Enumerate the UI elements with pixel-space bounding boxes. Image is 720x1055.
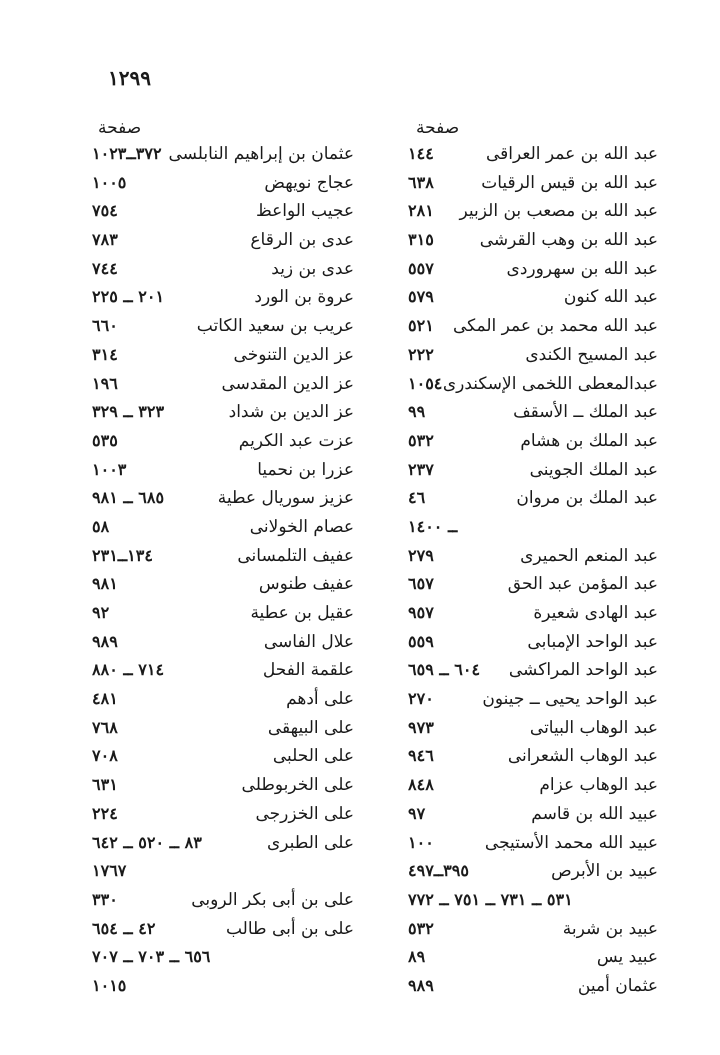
entry-name: على أدهم: [286, 689, 354, 710]
right-column-header: صفحة: [416, 118, 460, 138]
entry-name: عفيف التلمسانى: [237, 545, 354, 566]
right-index-column: [408, 140, 658, 1001]
entry-pages: ٩٨٩: [408, 975, 434, 995]
index-entry: [408, 140, 658, 169]
index-entry: [92, 886, 354, 915]
entry-pages: ٦٠٤ ــ ٦٥٩: [408, 660, 481, 680]
entry-name: عبيد الله بن قاسم: [531, 803, 658, 824]
entry-pages: ١٠٠٥: [92, 172, 127, 192]
entry-pages: ١٠١٥: [92, 975, 127, 995]
entry-name: على البيهقى: [267, 717, 354, 738]
entry-pages: ٢٧٩: [408, 545, 434, 565]
entry-pages: ٤٢ ــ ٦٥٤: [92, 918, 156, 938]
entry-pages: ١٩٦: [92, 373, 118, 393]
index-entry: [92, 513, 354, 542]
entry-name: عبد الملك بن مروان: [516, 488, 658, 509]
index-entry: [408, 427, 658, 456]
entry-pages: ٥٨: [92, 516, 110, 536]
index-entry: [408, 628, 658, 657]
entry-pages: ١٠٠: [408, 832, 434, 852]
index-entry: [92, 197, 354, 226]
index-entry: [92, 771, 354, 800]
entry-pages: ٩٥٧: [408, 603, 434, 622]
index-entry: [92, 943, 354, 972]
index-entry: [92, 628, 354, 657]
index-entry: [92, 169, 354, 198]
entry-pages: ٦٥٧: [408, 574, 434, 594]
left-index-column: [92, 140, 354, 1001]
index-entry: [92, 685, 354, 714]
left-column-header: صفحة: [98, 118, 142, 138]
entry-name: عريب بن سعيد الكاتب: [196, 316, 354, 337]
entry-pages: ٣٢٣ ــ ٣٢٩: [92, 402, 165, 422]
entry-name: عبيد بن شربة: [562, 918, 658, 939]
index-entry: [408, 484, 658, 513]
entry-pages: ٢٢٢: [408, 344, 434, 364]
entry-name: على الحلبى: [272, 746, 354, 767]
entry-name: عروة بن الورد: [254, 287, 354, 308]
entry-pages: ٣١٥: [408, 230, 434, 250]
entry-pages: ٥٧٩: [408, 287, 434, 307]
entry-pages: ٤٨١: [92, 689, 118, 709]
index-entry: [92, 398, 354, 427]
entry-pages: ٥٣٢: [408, 918, 434, 938]
index-entry: [92, 570, 354, 599]
entry-pages: ــ ١٤٠٠: [408, 516, 458, 536]
index-entry: [92, 915, 354, 944]
entry-name: عبد الوهاب الشعرانى: [507, 746, 658, 767]
entry-pages: ٨٣ ــ ٥٢٠ ــ ٦٤٢: [92, 832, 202, 852]
index-entry: [408, 972, 658, 1001]
index-entry: [408, 800, 658, 829]
index-entry: [408, 599, 658, 628]
index-entry: [92, 341, 354, 370]
entry-pages: ٣٣٠: [92, 889, 118, 909]
index-entry: [408, 513, 658, 542]
index-entry: [92, 742, 354, 771]
entry-pages: ٥٢١: [408, 316, 434, 336]
index-entry: [408, 886, 658, 915]
index-entry: [92, 312, 354, 341]
entry-name: عبد الله بن قيس الرقيات: [481, 172, 658, 193]
index-entry: [408, 226, 658, 255]
index-entry: [92, 857, 354, 886]
entry-name: على الخربوطلى: [241, 775, 354, 796]
entry-pages: ٥٥٧: [408, 258, 434, 278]
index-entry: [92, 370, 354, 399]
entry-pages: ٤٦: [408, 488, 426, 508]
entry-name: عز الدين التنوخى: [233, 344, 354, 365]
entry-name: عز الدين المقدسى: [221, 373, 354, 394]
index-entry: [92, 427, 354, 456]
index-entry: [92, 656, 354, 685]
entry-name: عبد الله بن سهروردى: [506, 258, 658, 279]
entry-name: عبد الهادى شعيرة: [533, 603, 658, 623]
entry-name: عبد الوهاب البياتى: [529, 717, 658, 738]
entry-pages: ١٣٤ــ٢٣١: [92, 545, 153, 565]
entry-name: على بن أبى طالب: [225, 918, 354, 939]
entry-pages: ٦٨٥ ــ ٩٨١: [92, 488, 165, 508]
entry-pages: ٨٩: [408, 947, 426, 967]
entry-name: عبد الوهاب عزام: [539, 775, 658, 796]
entry-pages: ٢٨١: [408, 201, 434, 221]
index-entry: [408, 283, 658, 312]
entry-name: علقمة الفحل: [262, 660, 354, 681]
entry-name: عبد المنعم الحميرى: [520, 545, 658, 566]
entry-pages: ٣٧٢ــ١٠٢٣: [92, 144, 162, 163]
entry-pages: ٢٣٧: [408, 459, 434, 479]
entry-name: عبد الواحد المراكشى: [508, 660, 658, 681]
entry-name: عبد الواحد يحيى ــ جينون: [482, 689, 658, 710]
entry-name: عبد الملك بن هشام: [520, 430, 658, 451]
entry-name: عزيز سوريال عطية: [217, 488, 354, 509]
entry-name: عبد المؤمن عبد الحق: [507, 574, 658, 595]
entry-name: عفيف طنوس: [258, 574, 354, 595]
entry-pages: ٧٥٤: [92, 201, 118, 221]
entry-pages: ٨٤٨: [408, 775, 434, 795]
index-entry: [92, 484, 354, 513]
entry-pages: ٥٣٥: [92, 430, 118, 450]
entry-pages: ٢٢٤: [92, 803, 118, 823]
index-entry: [92, 599, 354, 628]
entry-name: على الطبرى: [266, 832, 354, 853]
index-entry: [408, 255, 658, 284]
index-entry: [92, 140, 354, 169]
entry-name: عبد الله بن عمر العراقى: [486, 144, 658, 164]
index-entry: [408, 915, 658, 944]
entry-pages: ١٤٤: [408, 144, 434, 163]
index-entry: [92, 829, 354, 858]
index-entry: [92, 542, 354, 571]
entry-name: عزرا بن نحميا: [257, 459, 354, 480]
index-entry: [92, 255, 354, 284]
entry-name: على بن أبى بكر الروبى: [191, 889, 354, 910]
entry-pages: ١٧٦٧: [92, 861, 127, 881]
entry-pages: ٩٤٦: [408, 746, 434, 766]
entry-pages: ٩٧٣: [408, 717, 434, 737]
entry-pages: ١٠٥٤: [408, 373, 443, 393]
entry-name: عجاج نويهض: [264, 172, 354, 193]
index-entry: [408, 341, 658, 370]
index-entry: [408, 398, 658, 427]
entry-pages: ٩٨٩: [92, 631, 118, 651]
entry-pages: ٢٠١ ــ ٢٢٥: [92, 287, 165, 307]
entry-name: عقيل بن عطية: [250, 603, 354, 623]
index-entry: [92, 972, 354, 1001]
entry-name: عبد الله بن مصعب بن الزبير: [459, 201, 658, 222]
entry-pages: ٩٩: [408, 402, 426, 422]
entry-name: عبد الملك ــ الأسقف: [513, 402, 658, 423]
entry-name: عبد المسيح الكندى: [525, 344, 658, 365]
entry-name: عدى بن زيد: [271, 258, 354, 279]
entry-name: عزت عبد الكريم: [238, 430, 354, 451]
index-entry: [408, 857, 658, 886]
index-entry: [408, 685, 658, 714]
index-entry: [408, 656, 658, 685]
entry-name: علال الفاسى: [263, 631, 354, 652]
index-entry: [408, 370, 658, 399]
index-entry: [92, 456, 354, 485]
index-entry: [408, 456, 658, 485]
entry-pages: ٩٨١: [92, 574, 118, 594]
entry-name: عثمان بن إبراهيم النابلسى: [168, 144, 354, 164]
entry-pages: ٩٧: [408, 803, 426, 823]
page-number: ١٢٩٩: [108, 66, 151, 90]
index-entry: [408, 570, 658, 599]
index-entry: [408, 943, 658, 972]
entry-pages: ٣٩٥ــ٤٩٧: [408, 861, 469, 881]
entry-pages: ٦٣٨: [408, 172, 434, 192]
entry-name: عبد الواحد الإمبابى: [527, 631, 658, 652]
entry-name: عدى بن الرقاع: [250, 230, 354, 251]
entry-pages: ٥٣١ ــ ٧٣١ ــ ٧٥١ ــ ٧٧٢: [408, 889, 573, 909]
entry-pages: ٥٥٩: [408, 631, 434, 651]
entry-name: عز الدين بن شداد: [228, 402, 354, 423]
entry-name: عبد الله بن وهب القرشى: [479, 230, 658, 251]
entry-pages: ٣١٤: [92, 344, 118, 364]
entry-name: عبد الله كنون: [563, 287, 658, 308]
entry-name: عبيد الله محمد الأستيجى: [484, 832, 658, 853]
entry-name: عبدالمعطى اللخمى الإسكندرى: [442, 373, 658, 394]
index-entry: [408, 542, 658, 571]
index-entry: [408, 829, 658, 858]
index-entry: [408, 771, 658, 800]
index-entry: [92, 800, 354, 829]
index-entry: [92, 714, 354, 743]
entry-pages: ٢٧٠: [408, 689, 434, 709]
entry-pages: ٦٣١: [92, 775, 118, 795]
index-entry: [408, 312, 658, 341]
entry-pages: ٧٤٤: [92, 258, 118, 278]
index-entry: [408, 169, 658, 198]
entry-pages: ٩٢: [92, 603, 110, 622]
index-entry: [92, 226, 354, 255]
entry-pages: ٦٥٦ ــ ٧٠٣ ــ ٧٠٧: [92, 947, 211, 967]
entry-name: عبد الله محمد بن عمر المكى: [452, 316, 658, 337]
entry-name: عبد الملك الجوينى: [529, 459, 658, 480]
entry-pages: ١٠٠٣: [92, 459, 127, 479]
index-entry: [408, 197, 658, 226]
index-entry: [92, 283, 354, 312]
index-entry: [408, 714, 658, 743]
entry-name: على الخزرجى: [255, 803, 354, 824]
entry-pages: ٥٣٢: [408, 430, 434, 450]
entry-pages: ٦٦٠: [92, 316, 118, 336]
entry-name: عصام الخولانى: [249, 516, 354, 537]
entry-name: عجيب الواعظ: [255, 201, 354, 222]
entry-name: عبيد يس: [596, 947, 658, 968]
entry-name: عبيد بن الأبرص: [551, 861, 658, 882]
entry-name: عثمان أمين: [577, 975, 658, 996]
entry-pages: ٧٠٨: [92, 746, 118, 766]
entry-pages: ٧٨٣: [92, 230, 118, 250]
entry-pages: ٧١٤ ــ ٨٨٠: [92, 660, 165, 680]
index-entry: [408, 742, 658, 771]
entry-pages: ٧٦٨: [92, 717, 118, 737]
